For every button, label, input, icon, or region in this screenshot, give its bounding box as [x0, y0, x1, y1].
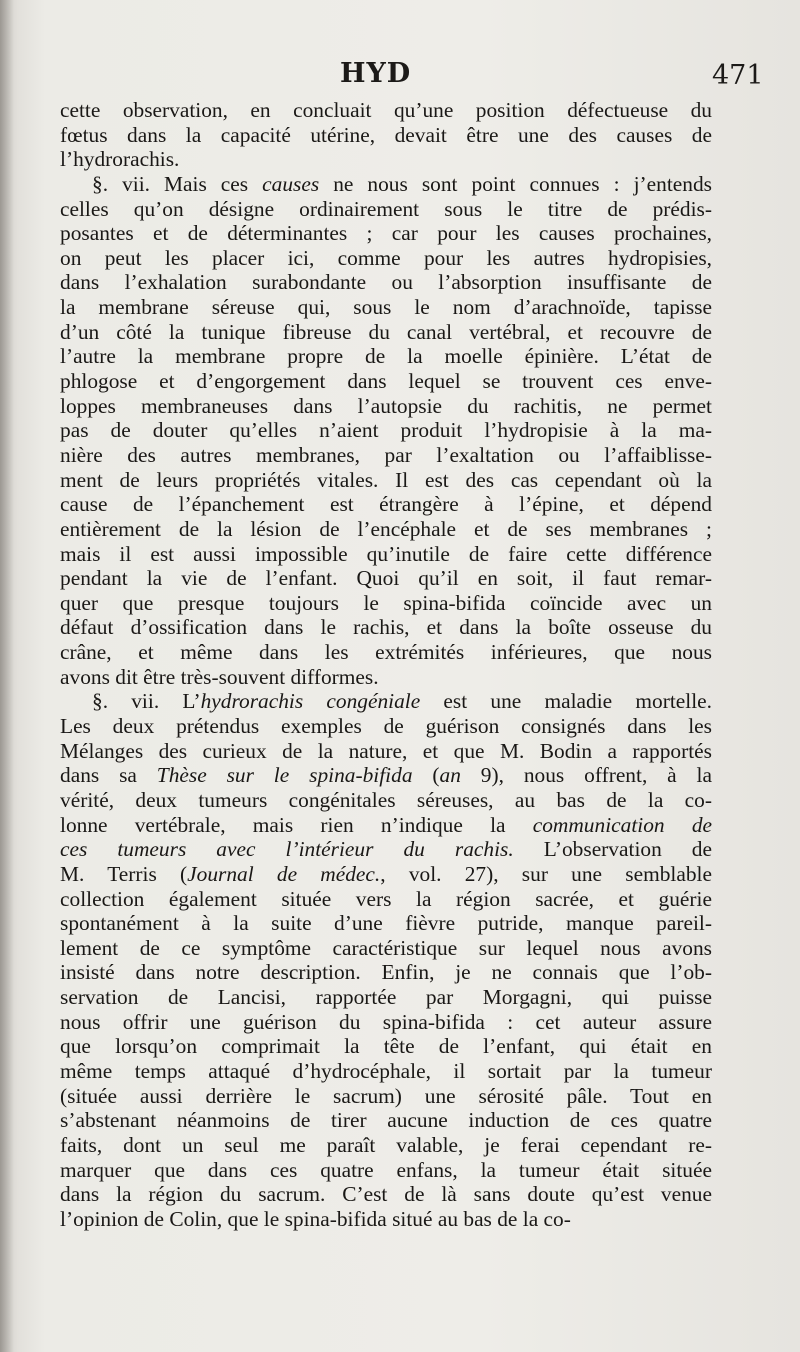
text-line [60, 1133, 712, 1158]
text-run: s’abstenant néanmoins de tirer aucune induction de ces quatre [60, 1108, 712, 1133]
text-run: , vol. 27), sur une semblable [380, 861, 712, 886]
text-run: spontanément à la suite d’une fièvre putride, manque pareil- [60, 911, 712, 936]
text-line [60, 98, 712, 123]
text-line [60, 1182, 712, 1207]
running-title: HYD [340, 58, 412, 89]
text-line [60, 985, 712, 1010]
text-line [60, 295, 712, 320]
text-line [60, 615, 712, 640]
text-run: vérité, deux tumeurs congénitales séreuses, au bas de la co- [60, 787, 712, 812]
text-line [60, 443, 712, 468]
text-line [60, 320, 712, 345]
text-run: loppes membraneuses dans l’autopsie du rachitis, ne permet [60, 393, 712, 418]
text-line [60, 123, 712, 148]
text-run: dans sa [60, 763, 157, 788]
text-run: dans l’exhalation surabondante ou l’absorption insuffisante de [60, 270, 712, 295]
text-run: posantes et de déterminantes ; car pour les causes prochaines, [60, 221, 712, 246]
text-line [60, 911, 712, 936]
text-line [60, 763, 712, 788]
text-line [60, 197, 712, 222]
text-line [60, 640, 712, 665]
italic-text: an [439, 763, 461, 788]
text-line [60, 542, 712, 567]
text-line [60, 394, 712, 419]
text-run: lonne vertébrale, mais rien n’indique la [60, 812, 533, 837]
text-line [60, 492, 712, 517]
text-run: on peut les placer ici, comme pour les autres hydropisies, [60, 245, 712, 270]
text-line [60, 1034, 712, 1059]
text-line [60, 960, 712, 985]
text-run: L’observation de [513, 837, 712, 862]
text-run: celles qu’on désigne ordinairement sous le titre de prédis- [60, 196, 712, 221]
text-line [60, 837, 712, 862]
text-run: (située aussi derrière le sacrum) une sérosité pâle. Tout en [60, 1083, 712, 1108]
italic-text: Thèse sur le spina-bifida [156, 763, 413, 788]
text-run: entièrement de la lésion de l’encéphale et de ses membranes ; [60, 516, 712, 541]
text-run: l’autre la membrane propre de la moelle épinière. L’état de [60, 344, 712, 369]
text-run: nous offrir une guérison du spina-bifida : cet auteur assure [60, 1009, 712, 1034]
text-run: §. vii. L’ [92, 689, 201, 714]
text-line [60, 689, 712, 714]
paragraph [60, 172, 712, 689]
text-line [60, 714, 712, 739]
text-run: fœtus dans la capacité utérine, devait être une des causes de [60, 122, 712, 147]
text-run: cette observation, en concluait qu’une position défectueuse du [60, 98, 712, 122]
text-line [60, 147, 712, 172]
italic-text: causes [262, 171, 320, 196]
text-line [60, 517, 712, 542]
text-line [60, 369, 712, 394]
text-run: 9), nous offrent, à la [460, 763, 712, 788]
text-run: §. vii. Mais ces [92, 171, 263, 196]
text-line [60, 1158, 712, 1183]
text-run: ment de leurs propriétés vitales. Il est des cas cependant où la [60, 467, 712, 492]
running-head [0, 56, 800, 96]
text-run: pendant la vie de l’enfant. Quoi qu’il en soit, il faut remar- [60, 566, 712, 591]
body-text [60, 98, 712, 1231]
text-line [60, 813, 712, 838]
text-run: M. Terris ( [60, 861, 188, 886]
text-line [60, 1108, 712, 1133]
text-line [60, 221, 712, 246]
text-run: mais il est aussi impossible qu’inutile de faire cette différence [60, 541, 712, 566]
text-line [60, 468, 712, 493]
italic-text: ces tumeurs avec l’intérieur du rachis. [60, 837, 514, 862]
text-line [60, 887, 712, 912]
text-line [60, 665, 712, 690]
text-run: collection également située vers la région sacrée, et guérie [60, 886, 712, 911]
text-run: cause de l’épanchement est étrangère à l’épine, et dépend [60, 492, 712, 517]
text-run: l’opinion de Colin, que le spina-bifida situé au bas de la co- [60, 1206, 571, 1231]
text-run: insisté dans notre description. Enfin, je ne connais que l’ob- [60, 960, 712, 985]
text-line [60, 1010, 712, 1035]
text-line [60, 566, 712, 591]
text-run: avons dit être très-souvent difformes. [60, 664, 379, 689]
text-run: pas de douter qu’elles n’aient produit l’hydropisie à la ma- [60, 418, 712, 443]
text-run: Les deux prétendus exemples de guérison consignés dans les [60, 714, 712, 739]
text-run: nière des autres membranes, par l’exaltation ou l’affaiblisse- [60, 442, 712, 467]
text-line [60, 270, 712, 295]
paragraph [60, 689, 712, 1231]
text-line [60, 936, 712, 961]
text-line [60, 344, 712, 369]
text-run: même temps attaqué d’hydrocéphale, il sortait par la tumeur [60, 1058, 712, 1083]
text-run: crâne, et même dans les extrémités inférieures, que nous [60, 640, 712, 665]
binding-shadow [0, 0, 14, 1352]
text-run: quer que presque toujours le spina-bifida coïncide avec un [60, 590, 712, 615]
text-line [60, 591, 712, 616]
text-run: faits, dont un seul me paraît valable, je ferai cependant re- [60, 1132, 712, 1157]
text-run: ( [412, 763, 440, 788]
italic-text: communication de [532, 812, 712, 837]
text-run: est une maladie mortelle. [420, 689, 712, 714]
text-line [60, 739, 712, 764]
text-line [60, 1059, 712, 1084]
text-line [60, 1207, 712, 1232]
text-run: Mélanges des curieux de la nature, et que M. Bodin a rapportés [60, 738, 712, 763]
text-line [60, 172, 712, 197]
text-run: servation de Lancisi, rapportée par Morgagni, qui puisse [60, 985, 712, 1010]
paragraph [60, 98, 712, 172]
text-line [60, 418, 712, 443]
text-line [60, 862, 712, 887]
text-run: phlogose et d’engorgement dans lequel se trouvent ces enve- [60, 369, 712, 394]
text-run: défaut d’ossification dans le rachis, et dans la boîte osseuse du [60, 615, 712, 640]
text-line [60, 1084, 712, 1109]
page-number: 471 [712, 60, 764, 91]
text-run: d’un côté la tunique fibreuse du canal vertébral, et recouvre de [60, 319, 712, 344]
text-run: marquer que dans ces quatre enfans, la tumeur était située [60, 1157, 712, 1182]
text-run: dans la région du sacrum. C’est de là sans doute qu’est venue [60, 1182, 712, 1207]
italic-text: hydrorachis congéniale [200, 689, 421, 714]
italic-text: Journal de médec. [187, 861, 381, 886]
text-run: la membrane séreuse qui, sous le nom d’arachnoïde, tapisse [60, 295, 712, 320]
text-line [60, 246, 712, 271]
text-run: l’hydrorachis. [60, 147, 180, 172]
text-run: que lorsqu’on comprimait la tête de l’enfant, qui était en [60, 1034, 712, 1059]
text-line [60, 788, 712, 813]
text-run: lement de ce symptôme caractéristique sur lequel nous avons [60, 935, 712, 960]
text-run: ne nous sont point connues : j’entends [319, 171, 712, 196]
